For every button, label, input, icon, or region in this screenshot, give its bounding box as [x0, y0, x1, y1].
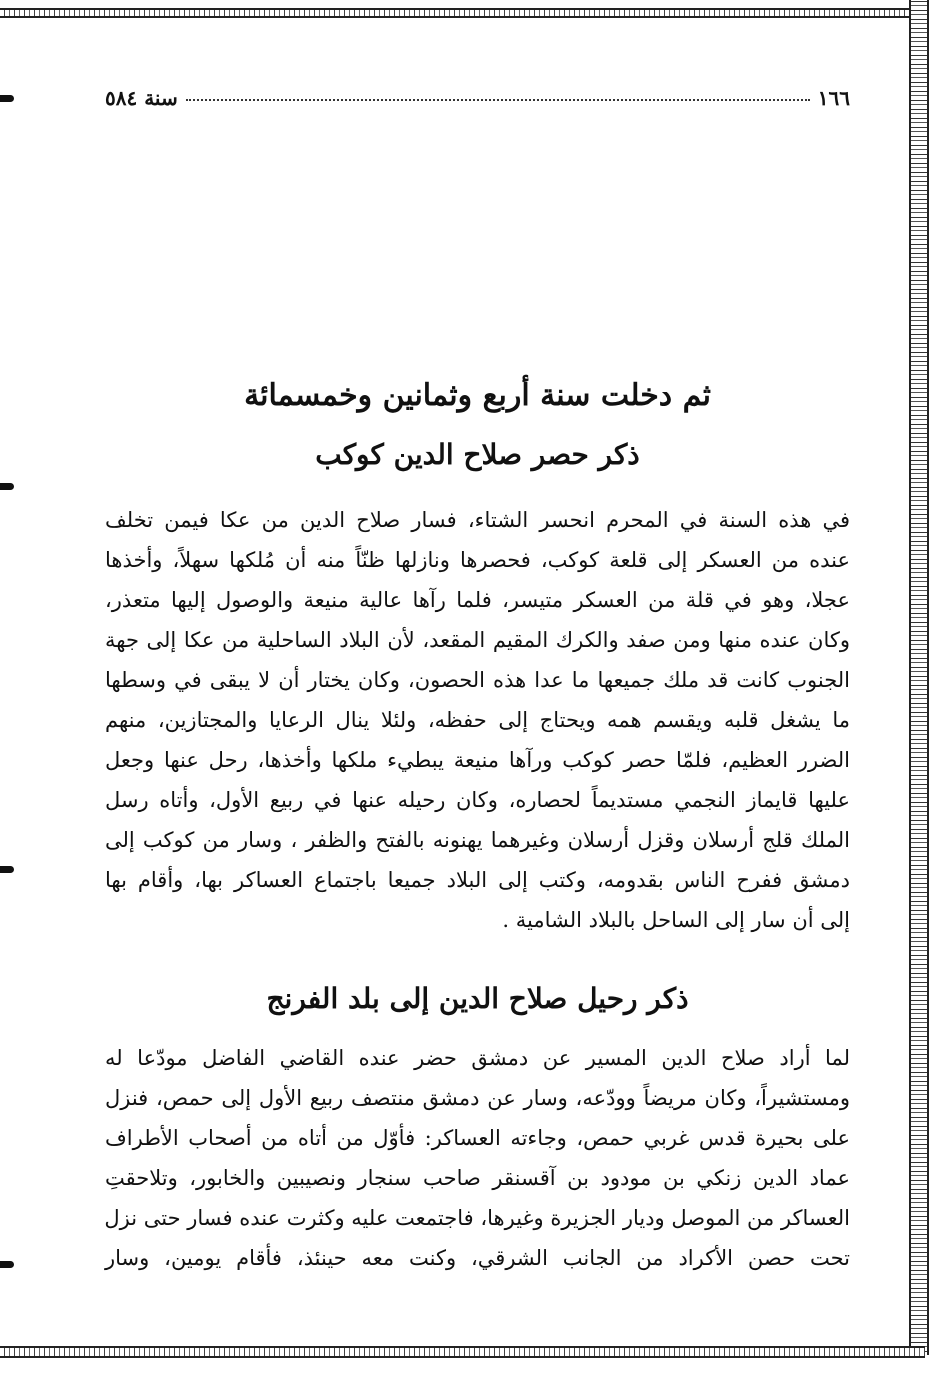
- text-line: عماد الدين زنكي بن مودود بن آقسنقر صاحب سنجار ونصيبين والخابور، وتلاحقتِ: [105, 1166, 850, 1190]
- running-header: [105, 86, 850, 116]
- text-line: الملك قلج أرسلان وقزل أرسلان وغيرهما يهنونه بالفتح والظفر ، وسار من كوكب إلى: [105, 828, 850, 852]
- text-line: تحت حصن الأكراد من الجانب الشرقي، وكنت معه حينئذ، فأقام يومين، وسار: [105, 1246, 850, 1270]
- page-border-right: [909, 0, 929, 1355]
- margin-mark: [0, 95, 14, 102]
- text-line: إلى أن سار إلى الساحل بالبلاد الشامية .: [502, 908, 850, 932]
- text-line: وكان عنده منها ومن صفد والكرك المقيم المقعد، لأن البلاد الساحلية من عكا إلى جهة: [105, 628, 850, 652]
- section-title: ذكر رحيل صلاح الدين إلى بلد الفرنج: [266, 982, 689, 1015]
- text-line: عليها قايماز النجمي مستديماً لحصاره، وكان رحيله عنها في ربيع الأول، وأتاه رسل: [105, 788, 850, 812]
- text-line: الضرر العظيم، فلمّا حصر كوكب ورآها منيعة يبطيء ملكها وأخذها، رحل عنها وجعل: [105, 748, 850, 772]
- page-border-bottom: [0, 1346, 925, 1358]
- margin-mark: [0, 1261, 14, 1268]
- text-line: في هذه السنة في المحرم انحسر الشتاء، فسار صلاح الدين من عكا فيمن تخلف: [105, 508, 850, 532]
- text-line: ومستشيراً، وكان مريضاً وودّعه، وسار عن دمشق منتصف ربيع الأول إلى حمص، فنزل: [105, 1086, 850, 1110]
- text-line: لما أراد صلاح الدين المسير عن دمشق حضر عنده القاضي الفاضل مودّعا له: [105, 1046, 850, 1070]
- margin-mark: [0, 483, 14, 490]
- text-line: عنده من العسكر إلى قلعة كوكب، فحصرها ونازلها ظنّاً منه أن مُلكها سهلاً، وأخذها: [105, 548, 850, 572]
- section-title: ذكر حصر صلاح الدين كوكب: [315, 438, 640, 471]
- text-line: العساكر من الموصل وديار الجزيرة وغيرها، فاجتمعت عليه وكثرت عنده فسار حتى نزل: [104, 1206, 850, 1230]
- text-line: الجنوب كانت قد ملك جميعها ما عدا هذه الحصون، وكان يختار أن لا يبقى في وسطها: [105, 668, 850, 692]
- page-number: ١٦٦: [817, 86, 850, 110]
- text-line: على بحيرة قدس غربي حمص، وجاءته العساكر: فأوّل من أتاه من أصحاب الأطراف: [105, 1126, 850, 1150]
- margin-mark: [0, 866, 14, 873]
- text-line: ما يشغل قلبه ويقسم همه ويحتاج إلى حفظه، ولئلا ينال الرعايا والمجتازين، منهم: [105, 708, 850, 732]
- text-line: عجلا، وهو في قلة من العسكر متيسر، فلما رآها عالية منيعة والوصول إليها متعذر،: [105, 588, 850, 612]
- header-dotted-leader: [186, 99, 810, 101]
- section-body: [105, 1038, 850, 1278]
- year-label: سنة ٥٨٤: [105, 86, 178, 110]
- page-border-top: [0, 8, 925, 18]
- section-body: [105, 500, 850, 940]
- chapter-heading: ثم دخلت سنة أربع وثمانين وخمسمائة: [244, 378, 711, 413]
- text-line: دمشق ففرح الناس بقدومه، وكتب إلى البلاد جميعا باجتماع العساكر بها، وأقام بها: [105, 868, 850, 892]
